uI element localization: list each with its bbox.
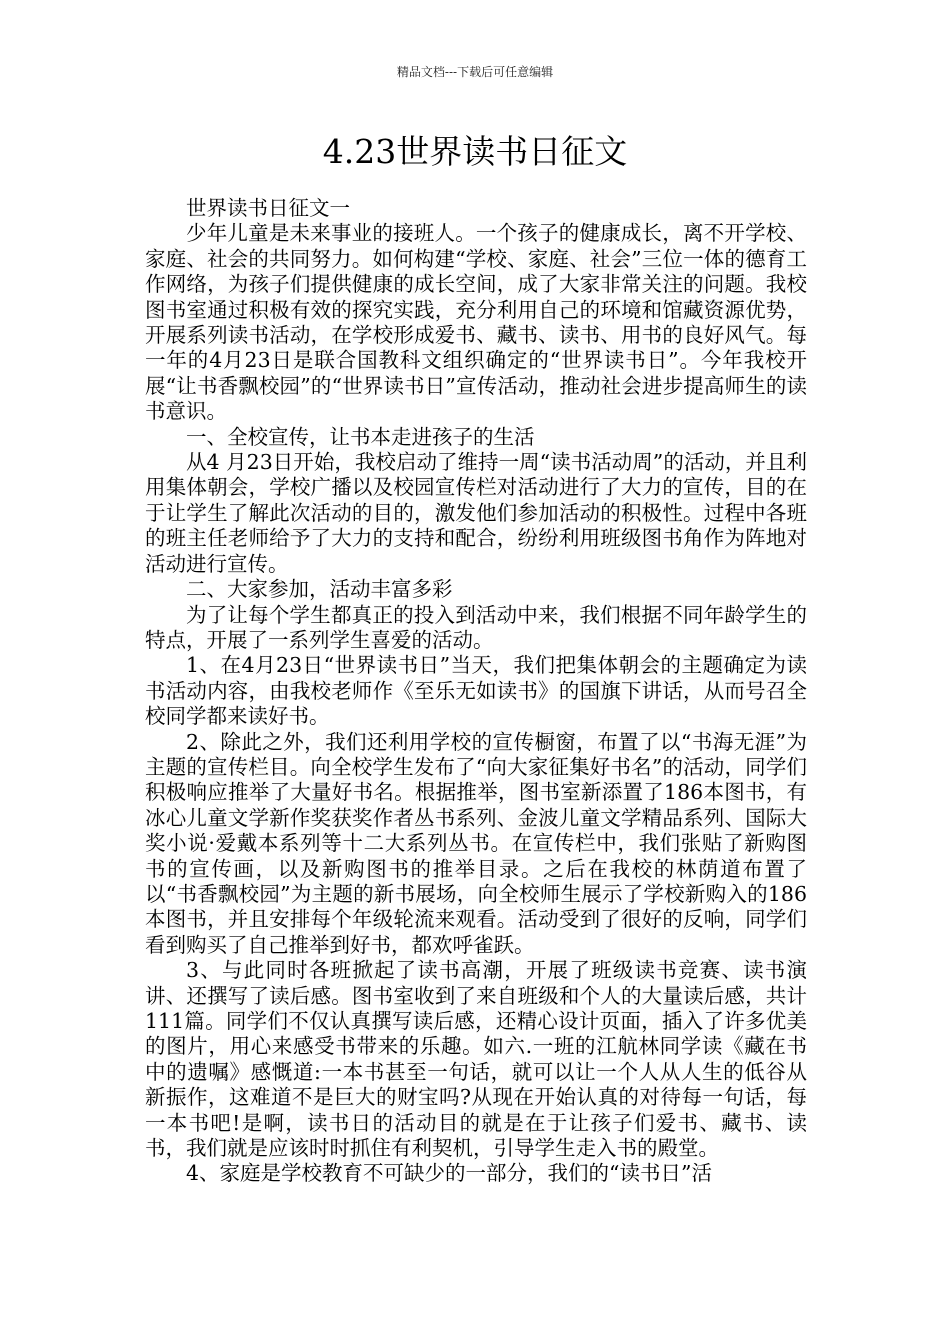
- paragraph-item-4: 4、家庭是学校教育不可缺少的一部分，我们的“读书日”活: [186, 1161, 713, 1186]
- page-header: 精品文档---下载后可任意编辑: [396, 65, 554, 79]
- paragraph-item-3: 3、与此同时各班掀起了读书高潮，开展了班级读书竞赛、读书演讲、还撰写了读后感。图书室收到了来自班级和个人的大量读后感，共计111篇。同学们不仅认真撰写读后感，还精心设计页面，插入了许多优美的图片，用心来感受书带来的乐趣。如六.一班的江航林同学读《藏在书中的遗嘱》感慨道:一本书甚至一句话，就可以让一个人从人生的低谷从新振作，这难道不是巨大的财宝吗?从现在开始认真的对待每一句话，每一本书吧!是啊，读书日的活动目的就是在于让孩子们爱书、藏书、读书，我们就是应该时时抓住有利契机，引导学生走入书的殿堂。: [145, 958, 807, 1161]
- document-body: [145, 196, 807, 1187]
- section-heading-2: 二、大家参加，活动丰富多彩: [186, 577, 453, 602]
- paragraph-subtitle: 世界读书日征文一: [186, 196, 350, 220]
- paragraph-item-2: 2、除此之外，我们还利用学校的宣传橱窗，布置了以“书海无涯”为主题的宣传栏目。向全校学生发布了“向大家征集好书名”的活动，同学们积极响应推举了大量好书名。根据推举，图书室新添置了186本图书，有冰心儿童文学新作奖获奖作者丛书系列、金波儿童文学精品系列、国际大奖小说·爱戴本系列等十二大系列丛书。在宣传栏中，我们张贴了新购图书的宣传画，以及新购图书的推举目录。之后在我校的林荫道布置了以“书香飘校园”为主题的新书展场，向全校师生展示了学校新购入的186本图书，并且安排每个年级轮流来观看。活动受到了很好的反响，同学们看到购买了自己推举到好书，都欢呼雀跃。: [145, 729, 807, 957]
- paragraph-item-1: 1、在4月23日“世界读书日”当天，我们把集体朝会的主题确定为读书活动内容，由我校老师作《至乐无如读书》的国旗下讲话，从而号召全校同学都来读好书。: [145, 653, 807, 729]
- paragraph-section-2: 为了让每个学生都真正的投入到活动中来，我们根据不同年龄学生的特点，开展了一系列学生喜爱的活动。: [145, 602, 807, 652]
- paragraph-intro: 少年儿童是未来事业的接班人。一个孩子的健康成长，离不开学校、家庭、社会的共同努力。如何构建“学校、家庭、社会”三位一体的德育工作网络，为孩子们提供健康的成长空间，成了大家非常关注的问题。我校图书室通过积极有效的探究实践，充分利用自己的环境和馆藏资源优势，开展系列读书活动，在学校形成爱书、藏书、读书、用书的良好风气。每一年的4月23日是联合国教科文组织确定的“世界读书日”。今年我校开展“让书香飘校园”的“世界读书日”宣传活动，推动社会进步提高师生的读书意识。: [145, 221, 807, 424]
- paragraph-section-1: 从4 月23日开始，我校启动了维持一周“读书活动周”的活动，并且利用集体朝会，学校广播以及校园宣传栏对活动进行了大力的宣传，目的在于让学生了解此次活动的目的，激发他们参加活动的积极性。过程中各班的班主任老师给予了大力的支持和配合，纷纷利用班级图书角作为阵地对活动进行宣传。: [145, 450, 807, 576]
- section-heading-1: 一、全校宣传，让书本走进孩子的生活: [186, 424, 535, 449]
- document-title: 4.23世界读书日征文: [322, 132, 628, 171]
